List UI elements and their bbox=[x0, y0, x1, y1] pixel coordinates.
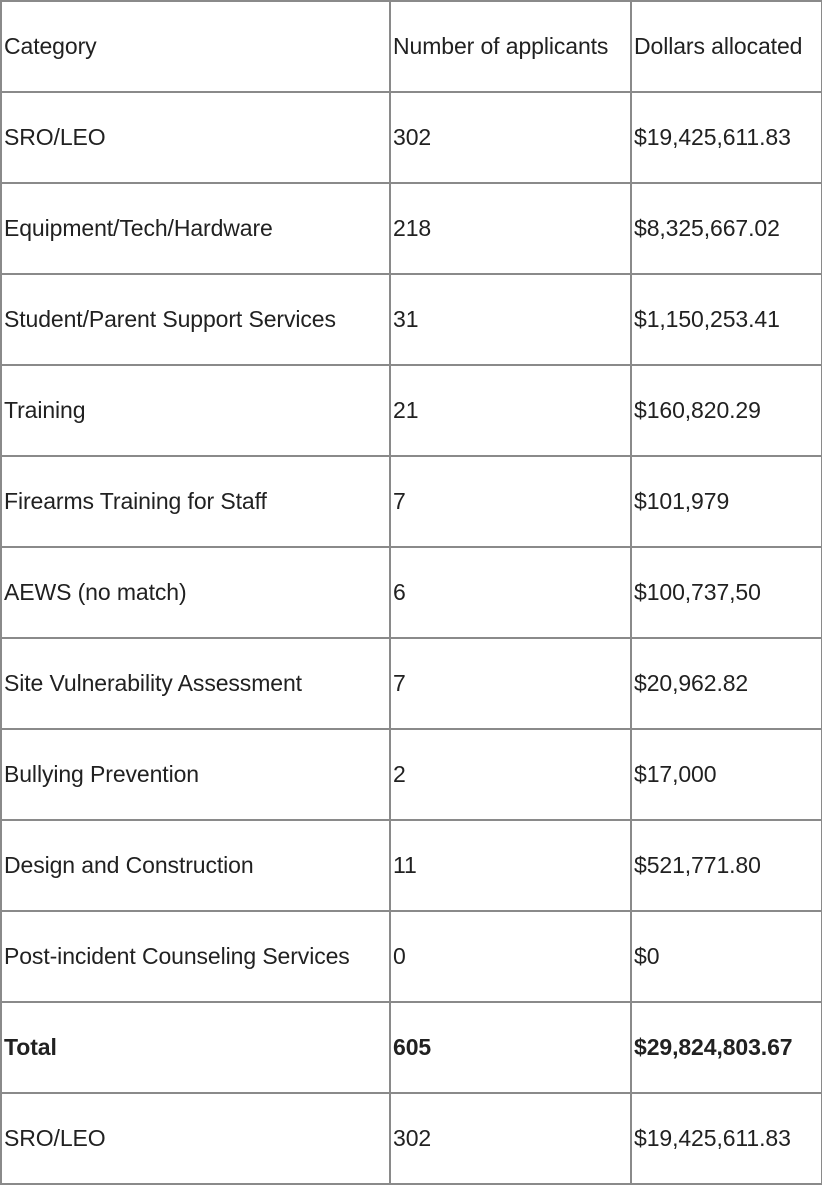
cell-dollars: $101,979 bbox=[631, 456, 822, 547]
table-row bbox=[1, 638, 822, 729]
cell-dollars: $19,425,611.83 bbox=[631, 92, 822, 183]
cell-category: Bullying Prevention bbox=[1, 729, 390, 820]
table-row bbox=[1, 547, 822, 638]
cell-category: Site Vulnerability Assessment bbox=[1, 638, 390, 729]
table-row bbox=[1, 456, 822, 547]
cell-applicants: 7 bbox=[390, 638, 631, 729]
cell-applicants: 11 bbox=[390, 820, 631, 911]
cell-applicants: 6 bbox=[390, 547, 631, 638]
table-row bbox=[1, 365, 822, 456]
cell-dollars: $17,000 bbox=[631, 729, 822, 820]
cell-category: Student/Parent Support Services bbox=[1, 274, 390, 365]
table-row bbox=[1, 729, 822, 820]
header-dollars: Dollars allocated bbox=[631, 1, 822, 92]
cell-dollars: $100,737,50 bbox=[631, 547, 822, 638]
total-applicants: 605 bbox=[390, 1002, 631, 1093]
table-row bbox=[1, 274, 822, 365]
cell-category: Equipment/Tech/Hardware bbox=[1, 183, 390, 274]
cell-dollars: $1,150,253.41 bbox=[631, 274, 822, 365]
cell-applicants: 218 bbox=[390, 183, 631, 274]
cell-applicants: 31 bbox=[390, 274, 631, 365]
table-row bbox=[1, 92, 822, 183]
cell-category: Design and Construction bbox=[1, 820, 390, 911]
cell-category: SRO/LEO bbox=[1, 1093, 390, 1184]
table-row bbox=[1, 820, 822, 911]
table-row bbox=[1, 911, 822, 1002]
cell-applicants: 302 bbox=[390, 92, 631, 183]
cell-category: Training bbox=[1, 365, 390, 456]
total-row bbox=[1, 1002, 822, 1093]
table-row bbox=[1, 183, 822, 274]
header-row bbox=[1, 1, 822, 92]
cell-dollars: $160,820.29 bbox=[631, 365, 822, 456]
cell-applicants: 0 bbox=[390, 911, 631, 1002]
cell-applicants: 302 bbox=[390, 1093, 631, 1184]
cell-applicants: 7 bbox=[390, 456, 631, 547]
cell-dollars: $8,325,667.02 bbox=[631, 183, 822, 274]
total-label: Total bbox=[1, 1002, 390, 1093]
cell-applicants: 2 bbox=[390, 729, 631, 820]
table-row bbox=[1, 1093, 822, 1184]
header-applicants: Number of applicants bbox=[390, 1, 631, 92]
cell-category: SRO/LEO bbox=[1, 92, 390, 183]
cell-dollars: $20,962.82 bbox=[631, 638, 822, 729]
cell-category: AEWS (no match) bbox=[1, 547, 390, 638]
cell-category: Post-incident Counseling Services bbox=[1, 911, 390, 1002]
header-category: Category bbox=[1, 1, 390, 92]
cell-dollars: $19,425,611.83 bbox=[631, 1093, 822, 1184]
cell-applicants: 21 bbox=[390, 365, 631, 456]
cell-dollars: $521,771.80 bbox=[631, 820, 822, 911]
cell-dollars: $0 bbox=[631, 911, 822, 1002]
cell-category: Firearms Training for Staff bbox=[1, 456, 390, 547]
total-dollars: $29,824,803.67 bbox=[631, 1002, 822, 1093]
